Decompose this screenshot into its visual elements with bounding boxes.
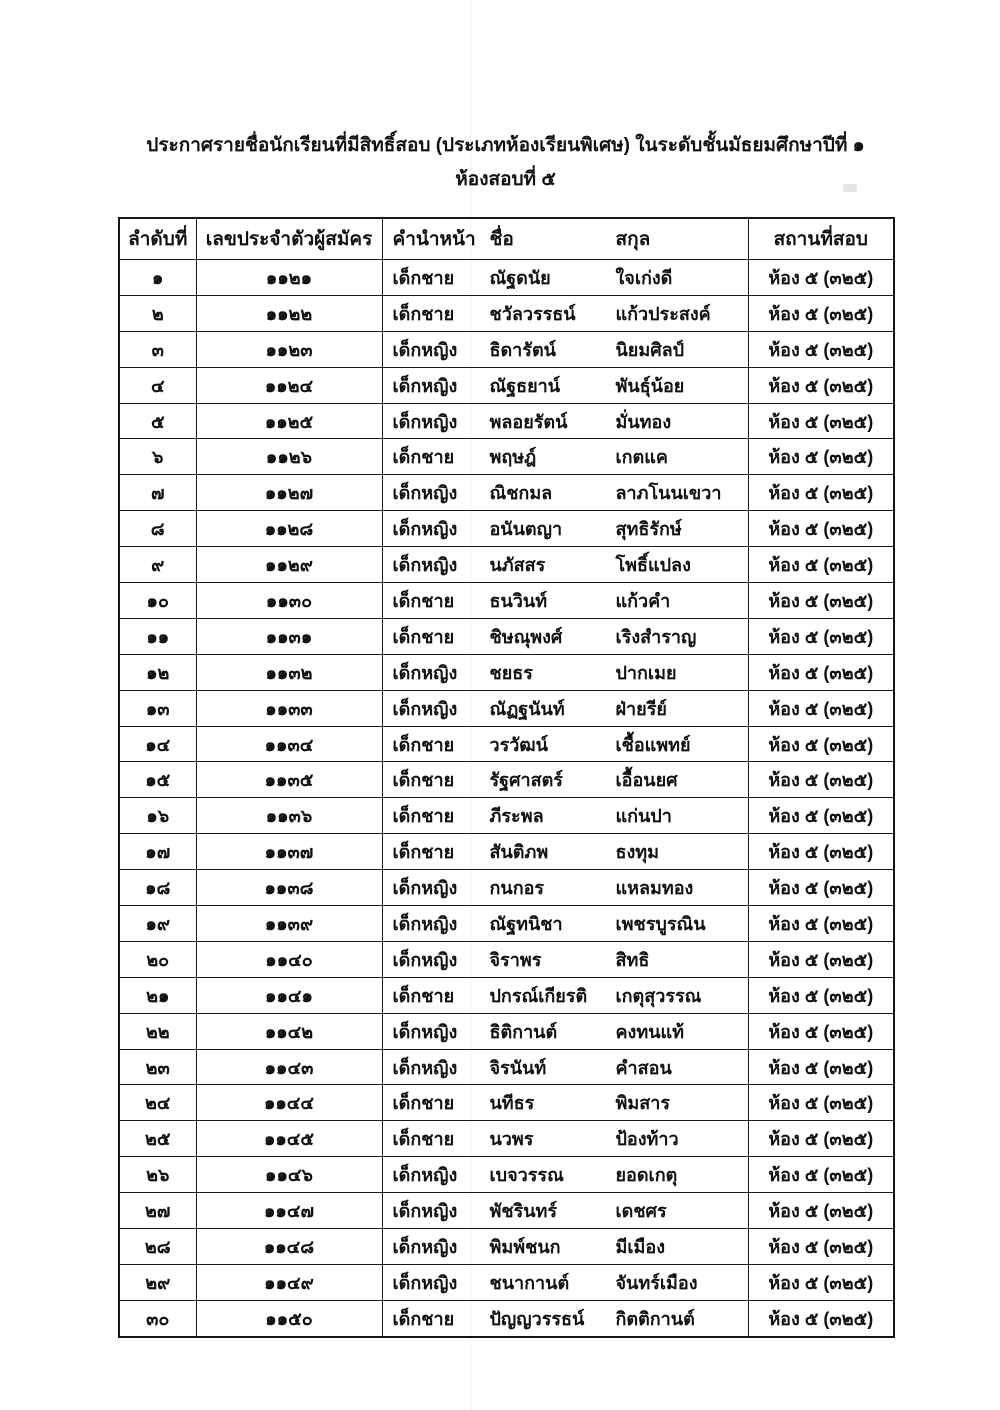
- prefix-text: เด็กหญิง: [392, 375, 458, 396]
- exam-room-cell: ห้อง ๕ (๓๒๕): [748, 295, 894, 331]
- name-cell: [382, 1264, 748, 1300]
- prefix-text: เด็กหญิง: [392, 519, 458, 540]
- first-name-text: ณัฐทนิชา: [489, 913, 563, 934]
- applicant-id-cell: ๑๑๒๘: [196, 511, 382, 547]
- applicant-id-cell: ๑๑๒๕: [196, 403, 382, 439]
- roster-body: [119, 260, 894, 1337]
- exam-room-cell: ห้อง ๕ (๓๒๕): [748, 654, 894, 690]
- name-cell: [382, 941, 748, 977]
- last-name-text: พันธุ์น้อย: [615, 375, 685, 396]
- name-cell: [382, 1085, 748, 1121]
- exam-room-cell: ห้อง ๕ (๓๒๕): [748, 583, 894, 619]
- applicant-id-cell: ๑๑๓๔: [196, 726, 382, 762]
- applicant-id-cell: ๑๑๒๖: [196, 439, 382, 475]
- order-number-cell: ๒๐: [119, 941, 196, 977]
- last-name-text: คงทนแท้: [615, 1021, 684, 1042]
- name-cell: [382, 618, 748, 654]
- applicant-id-cell: ๑๑๓๖: [196, 798, 382, 834]
- exam-room-cell: ห้อง ๕ (๓๒๕): [748, 1121, 894, 1157]
- exam-room-cell: ห้อง ๕ (๓๒๕): [748, 870, 894, 906]
- last-name-text: ลาภโนนเขวา: [615, 483, 722, 504]
- first-name-text: นภัสสร: [489, 555, 546, 576]
- exam-room-cell: ห้อง ๕ (๓๒๕): [748, 690, 894, 726]
- first-name-text: สันติภพ: [489, 842, 549, 863]
- exam-room-cell: ห้อง ๕ (๓๒๕): [748, 367, 894, 403]
- table-row: [119, 295, 894, 331]
- applicant-id-cell: ๑๑๓๐: [196, 583, 382, 619]
- exam-room-cell: ห้อง ๕ (๓๒๕): [748, 1300, 894, 1336]
- prefix-text: เด็กหญิง: [392, 878, 458, 899]
- applicant-id-cell: ๑๑๔๘: [196, 1229, 382, 1265]
- order-number-cell: ๗: [119, 475, 196, 511]
- table-row: [119, 367, 894, 403]
- prefix-text: เด็กชาย: [392, 267, 455, 288]
- applicant-id-cell: ๑๑๔๖: [196, 1157, 382, 1193]
- last-name-text: แก่นปา: [615, 806, 672, 827]
- last-name-text: เพชรบูรณิน: [615, 913, 706, 934]
- name-cell: [382, 331, 748, 367]
- order-number-cell: ๑๕: [119, 762, 196, 798]
- name-cell: [382, 1121, 748, 1157]
- exam-room-cell: ห้อง ๕ (๓๒๕): [748, 1264, 894, 1300]
- order-number-cell: ๒๙: [119, 1264, 196, 1300]
- applicant-id-cell: ๑๑๓๗: [196, 834, 382, 870]
- name-cell: [382, 906, 748, 942]
- table-row: [119, 1013, 894, 1049]
- first-name-text: พลอยรัตน์: [489, 411, 568, 432]
- last-name-text: เริงสำราญ: [615, 626, 697, 647]
- header-applicant-id: เลขประจำตัวผู้สมัคร: [196, 218, 382, 260]
- table-row: [119, 690, 894, 726]
- exam-room-cell: ห้อง ๕ (๓๒๕): [748, 906, 894, 942]
- order-number-cell: ๒๕: [119, 1121, 196, 1157]
- table-row: [119, 1121, 894, 1157]
- prefix-text: เด็กชาย: [392, 770, 455, 791]
- last-name-text: จันทร์เมือง: [615, 1272, 698, 1293]
- first-name-text: ณิชกมล: [489, 483, 553, 504]
- prefix-text: เด็กหญิง: [392, 555, 458, 576]
- applicant-id-cell: ๑๑๒๒: [196, 295, 382, 331]
- last-name-text: มั่นทอง: [615, 411, 672, 432]
- order-number-cell: ๑๖: [119, 798, 196, 834]
- prefix-text: เด็กหญิง: [392, 1021, 458, 1042]
- applicant-id-cell: ๑๑๓๕: [196, 762, 382, 798]
- last-name-text: สิทธิ: [615, 949, 650, 970]
- exam-room-cell: ห้อง ๕ (๓๒๕): [748, 1157, 894, 1193]
- table-row: [119, 511, 894, 547]
- name-cell: [382, 690, 748, 726]
- name-cell: [382, 977, 748, 1013]
- prefix-text: เด็กชาย: [392, 1308, 455, 1329]
- table-row: [119, 1264, 894, 1300]
- prefix-text: เด็กชาย: [392, 985, 455, 1006]
- document-title: [118, 133, 893, 192]
- last-name-text: สุทธิรักษ์: [615, 519, 682, 540]
- name-cell: [382, 870, 748, 906]
- exam-room-cell: ห้อง ๕ (๓๒๕): [748, 475, 894, 511]
- exam-room-cell: ห้อง ๕ (๓๒๕): [748, 762, 894, 798]
- table-row: [119, 834, 894, 870]
- header-exam-location: สถานที่สอบ: [748, 218, 894, 260]
- prefix-text: เด็กหญิง: [392, 1201, 458, 1222]
- order-number-cell: ๙: [119, 547, 196, 583]
- header-name-group: [382, 218, 748, 260]
- order-number-cell: ๑๑: [119, 618, 196, 654]
- table-row: [119, 547, 894, 583]
- applicant-id-cell: ๑๑๒๓: [196, 331, 382, 367]
- student-roster-table: [118, 217, 895, 1338]
- table-row: [119, 762, 894, 798]
- prefix-text: เด็กหญิง: [392, 483, 458, 504]
- title-line1: ประกาศรายชื่อนักเรียนที่มีสิทธิ์สอบ (ประเภทห้องเรียนพิเศษ) ในระดับชั้นมัธยมศึกษาปีที่ ๑: [146, 135, 865, 156]
- name-cell: [382, 583, 748, 619]
- name-cell: [382, 547, 748, 583]
- name-cell: [382, 367, 748, 403]
- order-number-cell: ๑๐: [119, 583, 196, 619]
- first-name-text: นวพร: [489, 1129, 534, 1150]
- name-cell: [382, 439, 748, 475]
- table-row: [119, 1085, 894, 1121]
- first-name-text: พัชรินทร์: [489, 1201, 558, 1222]
- table-row: [119, 941, 894, 977]
- last-name-text: มีเมือง: [615, 1236, 665, 1257]
- exam-room-cell: ห้อง ๕ (๓๒๕): [748, 511, 894, 547]
- first-name-text: เบจวรรณ: [489, 1165, 564, 1186]
- table-row: [119, 583, 894, 619]
- order-number-cell: ๒๔: [119, 1085, 196, 1121]
- order-number-cell: ๑: [119, 260, 196, 296]
- prefix-text: เด็กชาย: [392, 626, 455, 647]
- order-number-cell: ๑๒: [119, 654, 196, 690]
- prefix-text: เด็กชาย: [392, 447, 455, 468]
- first-name-text: ปกรณ์เกียรติ: [489, 985, 588, 1006]
- exam-room-cell: ห้อง ๕ (๓๒๕): [748, 1085, 894, 1121]
- prefix-text: เด็กชาย: [392, 303, 455, 324]
- exam-room-cell: ห้อง ๕ (๓๒๕): [748, 977, 894, 1013]
- table-row: [119, 977, 894, 1013]
- table-row: [119, 654, 894, 690]
- first-name-text: อนันตญา: [489, 519, 563, 540]
- order-number-cell: ๑๘: [119, 870, 196, 906]
- prefix-text: เด็กหญิง: [392, 662, 458, 683]
- last-name-text: แหลมทอง: [615, 878, 694, 899]
- last-name-text: เชื้อแพทย์: [615, 734, 691, 755]
- name-cell: [382, 654, 748, 690]
- last-name-text: นิยมศิลป์: [615, 339, 685, 360]
- header-prefix: คำนำหน้า: [392, 229, 476, 250]
- last-name-text: เดชศร: [615, 1201, 667, 1222]
- applicant-id-cell: ๑๑๔๕: [196, 1121, 382, 1157]
- prefix-text: เด็กหญิง: [392, 1165, 458, 1186]
- name-cell: [382, 798, 748, 834]
- name-cell: [382, 1049, 748, 1085]
- applicant-id-cell: ๑๑๒๙: [196, 547, 382, 583]
- exam-room-cell: ห้อง ๕ (๓๒๕): [748, 547, 894, 583]
- applicant-id-cell: ๑๑๔๐: [196, 941, 382, 977]
- applicant-id-cell: ๑๑๓๑: [196, 618, 382, 654]
- applicant-id-cell: ๑๑๔๗: [196, 1193, 382, 1229]
- prefix-text: เด็กหญิง: [392, 339, 458, 360]
- order-number-cell: ๓๐: [119, 1300, 196, 1336]
- exam-room-cell: ห้อง ๕ (๓๒๕): [748, 1013, 894, 1049]
- name-cell: [382, 1300, 748, 1336]
- order-number-cell: ๓: [119, 331, 196, 367]
- last-name-text: กิตติกานต์: [615, 1308, 695, 1329]
- last-name-text: ธงทุม: [615, 842, 660, 863]
- name-cell: [382, 295, 748, 331]
- prefix-text: เด็กชาย: [392, 842, 455, 863]
- first-name-text: กนกอร: [489, 878, 545, 899]
- table-row: [119, 403, 894, 439]
- first-name-text: จิรนันท์: [489, 1057, 547, 1078]
- first-name-text: ธิดารัตน์: [489, 339, 556, 360]
- order-number-cell: ๒๗: [119, 1193, 196, 1229]
- name-cell: [382, 475, 748, 511]
- first-name-text: ณัฐธยาน์: [489, 375, 561, 396]
- exam-room-cell: ห้อง ๕ (๓๒๕): [748, 1049, 894, 1085]
- order-number-cell: ๒๒: [119, 1013, 196, 1049]
- table-row: [119, 726, 894, 762]
- applicant-id-cell: ๑๑๔๙: [196, 1264, 382, 1300]
- first-name-text: ชนากานต์: [489, 1272, 570, 1293]
- first-name-text: ธนวินท์: [489, 590, 548, 611]
- table-row: [119, 260, 894, 296]
- applicant-id-cell: ๑๑๒๗: [196, 475, 382, 511]
- prefix-text: เด็กหญิง: [392, 411, 458, 432]
- last-name-text: พิมสาร: [615, 1093, 670, 1114]
- prefix-text: เด็กหญิง: [392, 1272, 458, 1293]
- first-name-text: ณัฐดนัย: [489, 267, 551, 288]
- last-name-text: แก้วคำ: [615, 590, 671, 611]
- order-number-cell: ๑๙: [119, 906, 196, 942]
- exam-room-cell: ห้อง ๕ (๓๒๕): [748, 1229, 894, 1265]
- name-cell: [382, 726, 748, 762]
- prefix-text: เด็กหญิง: [392, 949, 458, 970]
- order-number-cell: ๑๓: [119, 690, 196, 726]
- header-order-number: ลำดับที่: [119, 218, 196, 260]
- header-first-name: ชื่อ: [489, 229, 514, 250]
- table-row: [119, 475, 894, 511]
- name-cell: [382, 762, 748, 798]
- table-row: [119, 906, 894, 942]
- table-row: [119, 1157, 894, 1193]
- first-name-text: นทีธร: [489, 1093, 535, 1114]
- first-name-text: ชยธร: [489, 662, 533, 683]
- first-name-text: พิมพ์ชนก: [489, 1236, 561, 1257]
- order-number-cell: ๑๔: [119, 726, 196, 762]
- order-number-cell: ๒๓: [119, 1049, 196, 1085]
- title-line2: ห้องสอบที่ ๕: [455, 169, 556, 190]
- applicant-id-cell: ๑๑๒๑: [196, 260, 382, 296]
- table-row: [119, 618, 894, 654]
- name-cell: [382, 834, 748, 870]
- last-name-text: โพธิ์แปลง: [615, 555, 691, 576]
- applicant-id-cell: ๑๑๓๒: [196, 654, 382, 690]
- order-number-cell: ๘: [119, 511, 196, 547]
- applicant-id-cell: ๑๑๓๘: [196, 870, 382, 906]
- exam-room-cell: ห้อง ๕ (๓๒๕): [748, 439, 894, 475]
- applicant-id-cell: ๑๑๔๒: [196, 1013, 382, 1049]
- last-name-text: ใจเก่งดี: [615, 267, 673, 288]
- header-last-name: สกุล: [615, 229, 651, 250]
- order-number-cell: ๒๑: [119, 977, 196, 1013]
- name-cell: [382, 1157, 748, 1193]
- exam-room-cell: ห้อง ๕ (๓๒๕): [748, 726, 894, 762]
- last-name-text: ฝ่ายรีย์: [615, 698, 667, 719]
- prefix-text: เด็กหญิง: [392, 1236, 458, 1257]
- first-name-text: ปัญญวรรธน์: [489, 1308, 585, 1329]
- name-cell: [382, 1013, 748, 1049]
- last-name-text: ปากเมย: [615, 662, 677, 683]
- exam-room-cell: ห้อง ๕ (๓๒๕): [748, 1193, 894, 1229]
- first-name-text: จิราพร: [489, 949, 542, 970]
- name-cell: [382, 260, 748, 296]
- name-cell: [382, 1193, 748, 1229]
- exam-room-cell: ห้อง ๕ (๓๒๕): [748, 403, 894, 439]
- table-row: [119, 1300, 894, 1336]
- applicant-id-cell: ๑๑๒๔: [196, 367, 382, 403]
- first-name-text: ณัฏฐนันท์: [489, 698, 565, 719]
- applicant-id-cell: ๑๑๓๙: [196, 906, 382, 942]
- name-cell: [382, 511, 748, 547]
- first-name-text: ชวัลวรรธน์: [489, 303, 576, 324]
- first-name-text: ชิษณุพงศ์: [489, 626, 563, 647]
- last-name-text: คำสอน: [615, 1057, 672, 1078]
- prefix-text: เด็กชาย: [392, 590, 455, 611]
- first-name-text: พฤษฎ์: [489, 447, 537, 468]
- table-row: [119, 331, 894, 367]
- table-row: [119, 798, 894, 834]
- order-number-cell: ๒๘: [119, 1229, 196, 1265]
- applicant-id-cell: ๑๑๕๐: [196, 1300, 382, 1336]
- exam-room-cell: ห้อง ๕ (๓๒๕): [748, 260, 894, 296]
- table-row: [119, 1229, 894, 1265]
- prefix-text: เด็กชาย: [392, 806, 455, 827]
- table-row: [119, 1193, 894, 1229]
- prefix-text: เด็กชาย: [392, 734, 455, 755]
- last-name-text: ป้องท้าว: [615, 1129, 679, 1150]
- prefix-text: เด็กหญิง: [392, 698, 458, 719]
- first-name-text: ภีระพล: [489, 806, 544, 827]
- applicant-id-cell: ๑๑๔๑: [196, 977, 382, 1013]
- applicant-id-cell: ๑๑๔๔: [196, 1085, 382, 1121]
- exam-room-cell: ห้อง ๕ (๓๒๕): [748, 834, 894, 870]
- last-name-text: ยอดเกตุ: [615, 1165, 678, 1186]
- order-number-cell: ๔: [119, 367, 196, 403]
- first-name-text: รัฐศาสตร์: [489, 770, 563, 791]
- last-name-text: เกตแค: [615, 447, 668, 468]
- order-number-cell: ๕: [119, 403, 196, 439]
- header-row: [119, 218, 894, 260]
- name-cell: [382, 1229, 748, 1265]
- prefix-text: เด็กหญิง: [392, 913, 458, 934]
- order-number-cell: ๒: [119, 295, 196, 331]
- prefix-text: เด็กชาย: [392, 1093, 455, 1114]
- table-row: [119, 1049, 894, 1085]
- exam-room-cell: ห้อง ๕ (๓๒๕): [748, 941, 894, 977]
- table-row: [119, 870, 894, 906]
- name-cell: [382, 403, 748, 439]
- last-name-text: เกตุสุวรรณ: [615, 985, 702, 1006]
- exam-room-cell: ห้อง ๕ (๓๒๕): [748, 798, 894, 834]
- prefix-text: เด็กหญิง: [392, 1057, 458, 1078]
- last-name-text: เอื้อนยศ: [615, 770, 678, 791]
- first-name-text: วรวัฒน์: [489, 734, 548, 755]
- order-number-cell: ๒๖: [119, 1157, 196, 1193]
- exam-room-cell: ห้อง ๕ (๓๒๕): [748, 618, 894, 654]
- prefix-text: เด็กชาย: [392, 1129, 455, 1150]
- first-name-text: ธิติกานต์: [489, 1021, 558, 1042]
- order-number-cell: ๖: [119, 439, 196, 475]
- table-row: [119, 439, 894, 475]
- exam-room-cell: ห้อง ๕ (๓๒๕): [748, 331, 894, 367]
- applicant-id-cell: ๑๑๓๓: [196, 690, 382, 726]
- order-number-cell: ๑๗: [119, 834, 196, 870]
- applicant-id-cell: ๑๑๔๓: [196, 1049, 382, 1085]
- last-name-text: แก้วประสงค์: [615, 303, 711, 324]
